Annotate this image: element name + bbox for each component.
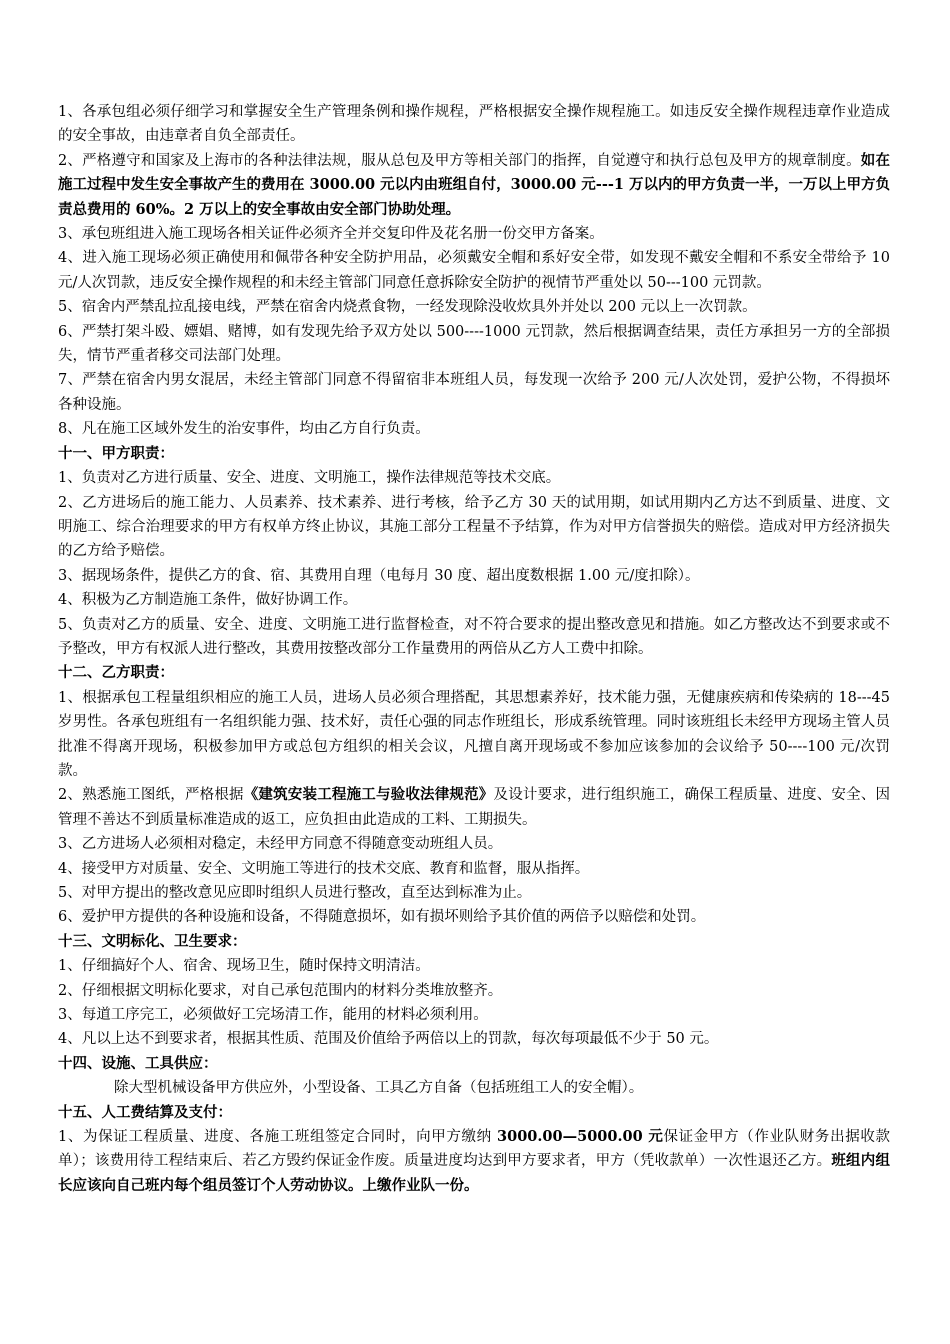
hygiene-item-3: 3、每道工序完工，必须做好工完场清工作，能用的材料必须利用。 (58, 1007, 488, 1024)
safety-clause-3: 3、承包班组进入施工现场各相关证件必须齐全并交复印件及花名册一份交甲方备案。 (58, 226, 604, 243)
safety-clause-4: 4、进入施工现场必须正确使用和佩带各种安全防护用品，必须戴安全帽和系好安全带，如发现不戴安全帽和不系安全带给予 10 元/人次罚款，违反安全操作规程的和未经主管部门同意任意拆除安全防护的视情节严重处以 50---100 元罚款。 (58, 250, 890, 291)
safety-clause-2-text: 2、严格遵守和国家及上海市的各种法律法规，服从总包及甲方等相关部门的指挥，自觉遵守和执行总包及甲方的规章制度。 (58, 152, 861, 169)
party-b-duty-6: 6、爱护甲方提供的各种设施和设备，不得随意损坏，如有损坏则给予其价值的两倍予以赔偿和处罚。 (58, 909, 706, 926)
party-b-duty-2-text-a: 2、熟悉施工图纸，严格根据 (58, 787, 244, 804)
section-15-heading: 十五、人工费结算及支付： (58, 1104, 232, 1121)
section-12-heading: 十二、乙方职责： (58, 665, 174, 682)
party-b-duty-1: 1、根据承包工程量组织相应的施工人员，进场人员必须合理搭配，其思想素养好，技术能力强，无健康疾病和传染病的 18---45 岁男性。各承包班组有一名组织能力强、技术好，责任心强的同志作班组长，形成系统管理。同时该班组长未经甲方现场主管人员批准不得离开现场，积极参加甲方或总包方组织的相关会议，凡擅自离开现场或不参加应该参加的会议给予 50----100 元/次罚款。 (58, 689, 890, 779)
party-b-duty-3: 3、乙方进场人必须相对稳定，未经甲方同意不得随意变动班组人员。 (58, 836, 503, 853)
safety-clause-6: 6、严禁打架斗殴、嫖娼、赌博，如有发现先给予双方处以 500----1000 元罚款，然后根据调查结果，责任方承担另一方的全部损失，情节严重者移交司法部门处理。 (58, 323, 890, 365)
payment-clause-1 (58, 1125, 890, 1198)
payment-clause-1-text-c: 保证金甲方（作业队财务出据收款单）；该费用待工程结束后、若乙方毁约保证金作废。质量进度均达到甲方要求者，甲方（凭收款单）一次性退还乙方。 (58, 1129, 890, 1170)
hygiene-item-2: 2、仔细根据文明标化要求，对自己承包范围内的材料分类堆放整齐。 (58, 982, 503, 999)
payment-deposit-amount: 3000.00—5000.00 元 (497, 1128, 664, 1146)
section-14-heading: 十四、设施、工具供应： (58, 1055, 218, 1072)
section-13-heading: 十三、文明标化、卫生要求： (58, 933, 247, 950)
safety-clause-7: 7、严禁在宿舍内男女混居，未经主管部门同意不得留宿非本班组人员，每发现一次给予 200 元/人次处罚，爱护公物，不得损坏各种设施。 (58, 372, 890, 413)
party-b-duty-2 (58, 783, 890, 832)
document-page (58, 100, 890, 1198)
party-a-duty-5: 5、负责对乙方的质量、安全、进度、文明施工进行监督检查，对不符合要求的提出整改意见和措施。如乙方整改达不到要求或不予整改，甲方有权派人进行整改，其费用按整改部分工作量费用的两倍从乙方人工费中扣除。 (58, 616, 890, 657)
payment-clause-1-bold: 班组内组长应该向自己班内每个组员签订个人劳动协议。上缴作业队一份。 (58, 1152, 890, 1194)
safety-clause-2 (58, 149, 890, 222)
party-a-duty-1: 1、负责对乙方进行质量、安全、进度、文明施工，操作法律规范等技术交底。 (58, 470, 561, 487)
hygiene-item-1: 1、仔细搞好个人、宿舍、现场卫生，随时保持文明清洁。 (58, 958, 430, 975)
party-b-duty-2-text-c: 及设计要求，进行组织施工，确保工程质量、进度、安全、因管理不善达不到质量标准造成的返工，应负担由此造成的工料、工期损失。 (58, 787, 891, 828)
equipment-supply-text: 除大型机械设备甲方供应外，小型设备、工具乙方自备（包括班组工人的安全帽）。 (114, 1080, 644, 1097)
safety-clause-8: 8、凡在施工区域外发生的治安事件，均由乙方自行负责。 (58, 421, 430, 438)
safety-clause-5: 5、宿舍内严禁乱拉乱接电线，严禁在宿舍内烧煮食物，一经发现除没收炊具外并处以 200 元以上一次罚款。 (58, 299, 757, 316)
safety-clause-1: 1、各承包组必须仔细学习和掌握安全生产管理条例和操作规程，严格根据安全操作规程施工。如违反安全操作规程违章作业造成的安全事故，由违章者自负全部责任。 (58, 104, 890, 145)
payment-clause-1-text-a: 1、为保证工程质量、进度、各施工班组签定合同时，向甲方缴纳 (58, 1129, 498, 1146)
party-a-duty-3: 3、据现场条件，提供乙方的食、宿、其费用自理（电每月 30 度、超出度数根据 1.00 元/度扣除）。 (58, 567, 700, 584)
party-a-duty-4: 4、积极为乙方制造施工条件，做好协调工作。 (58, 592, 358, 609)
hygiene-item-4: 4、凡以上达不到要求者，根据其性质、范围及价值给予两倍以上的罚款，每次每项最低不少于 50 元。 (58, 1031, 719, 1048)
party-b-duty-2-regulation-title: 《建筑安装工程施工与验收法律规范》 (243, 786, 494, 804)
party-b-duty-5: 5、对甲方提出的整改意见应即时组织人员进行整改，直至达到标准为止。 (58, 885, 532, 901)
section-11-heading: 十一、甲方职责： (58, 445, 174, 462)
safety-clause-2-bold: 如在施工过程中发生安全事故产生的费用在 3000.00 元以内由班组自付，3000.00 元---1 万以内的甲方负责一半，一万以上甲方负责总费用的 60%。2 万以上的安全事故由安全部门协助处理。 (58, 151, 890, 218)
party-b-duty-4: 4、接受甲方对质量、安全、文明施工等进行的技术交底、教育和监督，服从指挥。 (58, 860, 590, 877)
party-a-duty-2: 2、乙方进场后的施工能力、人员素养、技术素养、进行考核，给予乙方 30 天的试用期，如试用期内乙方达不到质量、进度、文明施工、综合治理要求的甲方有权单方终止协议，其施工部分工程量不予结算，作为对甲方信誉损失的赔偿。造成对甲方经济损失的乙方给予赔偿。 (58, 494, 890, 560)
